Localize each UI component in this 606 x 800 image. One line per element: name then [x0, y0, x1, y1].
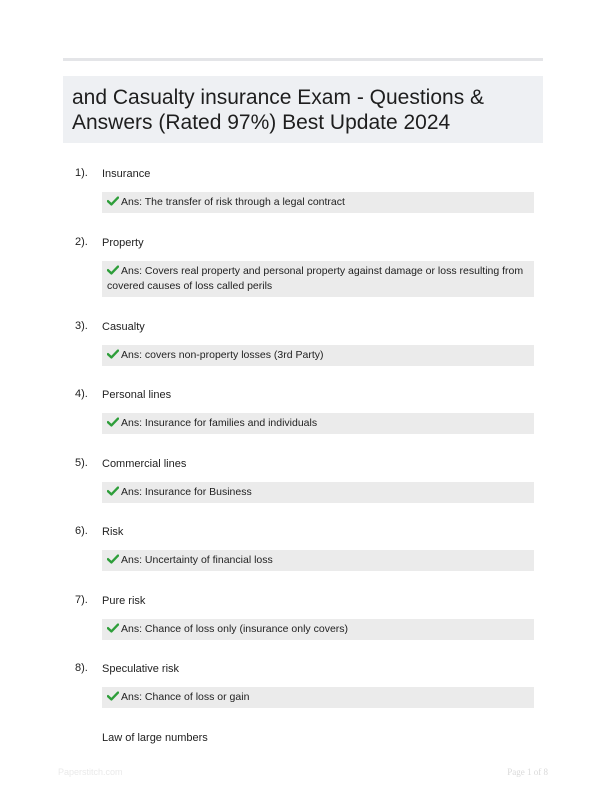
page-number: Page 1 of 8	[507, 767, 548, 777]
answer-box	[102, 413, 534, 434]
question-text: Commercial lines	[102, 458, 187, 470]
answer-text: Ans: Uncertainty of financial loss	[121, 554, 273, 566]
question-number: 4).	[75, 388, 88, 400]
question-text: Pure risk	[102, 595, 146, 607]
document-title: and Casualty insurance Exam - Questions & Answers (Rated 97%) Best Update 2024	[72, 86, 485, 134]
check-icon	[107, 196, 119, 206]
question-number: 3).	[75, 320, 88, 332]
question-text: Insurance	[102, 168, 151, 180]
top-rule	[63, 58, 543, 61]
answer-text: Ans: Insurance for Business	[121, 486, 252, 498]
answer-box	[102, 550, 534, 571]
check-icon	[107, 554, 119, 564]
check-icon	[107, 486, 119, 496]
answer-box	[102, 482, 534, 503]
answer-text: Ans: Chance of loss only (insurance only covers)	[121, 623, 349, 635]
check-icon	[107, 349, 119, 359]
question-number: 5).	[75, 457, 88, 469]
answer-text: Ans: Covers real property and personal property against damage or loss resulting from covered causes of loss called perils	[107, 265, 524, 292]
question-number: 1).	[75, 167, 88, 179]
question-number: 7).	[75, 594, 88, 606]
question-number: 2).	[75, 236, 88, 248]
answer-box	[102, 261, 534, 297]
footer-watermark: Paperstitch.com	[58, 767, 123, 777]
answer-text: Ans: Chance of loss or gain	[121, 691, 250, 703]
question-number: 6).	[75, 525, 88, 537]
answer-box	[102, 192, 534, 213]
title-banner	[63, 76, 543, 143]
answer-box	[102, 345, 534, 366]
question-text: Property	[102, 237, 144, 249]
question-text: Speculative risk	[102, 663, 180, 675]
answer-text: Ans: Insurance for families and individuals	[121, 417, 318, 429]
trailing-question-text: Law of large numbers	[102, 732, 208, 744]
answer-box	[102, 619, 534, 640]
answer-text: Ans: covers non-property losses (3rd Party)	[121, 349, 324, 361]
answer-box	[102, 687, 534, 708]
question-text: Risk	[102, 526, 124, 538]
check-icon	[107, 623, 119, 633]
check-icon	[107, 417, 119, 427]
question-number: 8).	[75, 662, 88, 674]
question-text: Personal lines	[102, 389, 172, 401]
answer-text: Ans: The transfer of risk through a legal contract	[121, 196, 345, 208]
question-text: Casualty	[102, 321, 145, 333]
check-icon	[107, 265, 119, 275]
check-icon	[107, 691, 119, 701]
